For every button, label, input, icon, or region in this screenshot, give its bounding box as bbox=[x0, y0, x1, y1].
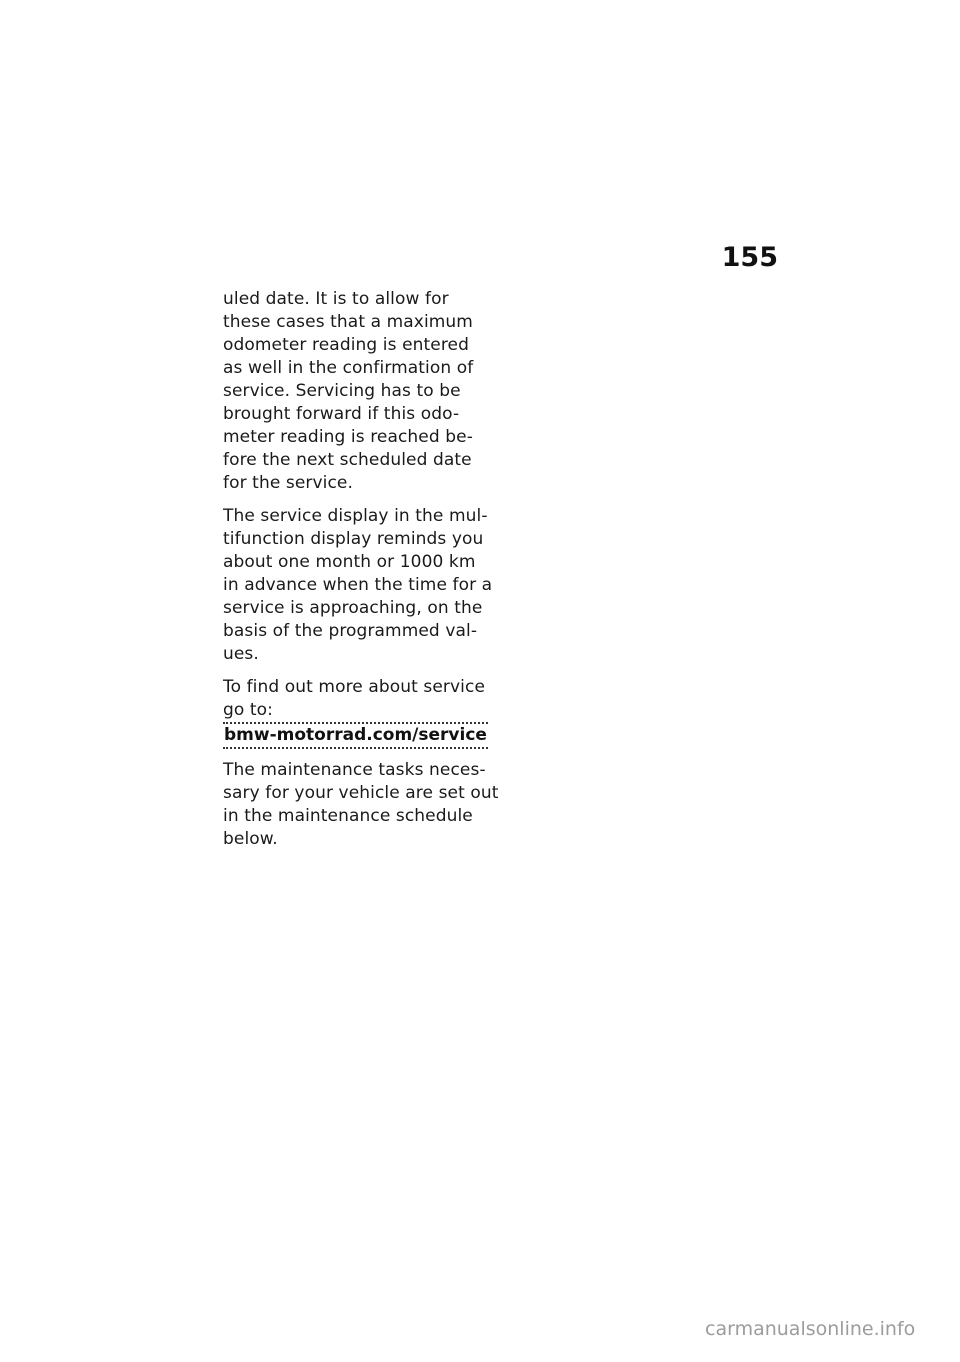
text-line: fore the next scheduled date bbox=[223, 450, 472, 470]
text-line: meter reading is reached be- bbox=[223, 427, 473, 447]
text-line: service. Servicing has to be bbox=[223, 381, 461, 401]
text-line: as well in the confirmation of bbox=[223, 358, 474, 378]
text-line: uled date. It is to allow for bbox=[223, 289, 449, 309]
text-line: in the maintenance schedule bbox=[223, 806, 473, 826]
text-line: tifunction display reminds you bbox=[223, 529, 484, 549]
text-line: To find out more about service bbox=[223, 677, 486, 697]
text-line: below. bbox=[223, 829, 278, 849]
text-line: go to: bbox=[223, 700, 273, 720]
body-text bbox=[223, 288, 499, 851]
text-line: basis of the programmed val- bbox=[223, 621, 478, 641]
text-line: about one month or 1000 km bbox=[223, 552, 476, 572]
text-line: The service display in the mul- bbox=[223, 506, 488, 526]
page-number: 155 bbox=[721, 242, 778, 273]
watermark: carmanualsonline.info bbox=[705, 1318, 916, 1340]
text-line: ues. bbox=[223, 644, 259, 664]
text-line: odometer reading is entered bbox=[223, 335, 470, 355]
text-line: sary for your vehicle are set out bbox=[223, 783, 499, 803]
text-line: The maintenance tasks neces- bbox=[223, 760, 486, 780]
service-link[interactable]: bmw-motorrad.com/service bbox=[223, 722, 488, 749]
paragraph bbox=[223, 759, 499, 851]
text-line: in advance when the time for a bbox=[223, 575, 493, 595]
paragraph bbox=[223, 676, 495, 749]
paragraph bbox=[223, 288, 495, 495]
text-line: service is approaching, on the bbox=[223, 598, 483, 618]
paragraph bbox=[223, 505, 495, 666]
text-line: brought forward if this odo- bbox=[223, 404, 460, 424]
text-line: these cases that a maximum bbox=[223, 312, 473, 332]
text-line: for the service. bbox=[223, 473, 353, 493]
